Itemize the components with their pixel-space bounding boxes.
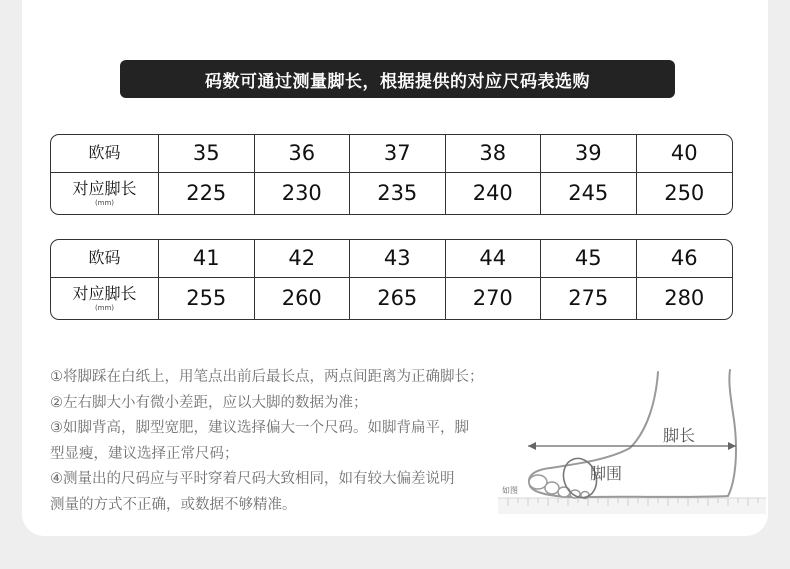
foot-measurement-illustration [498,360,766,518]
eu-size-cell: 44 [446,240,542,278]
eu-size-cell: 38 [446,135,542,173]
note-line: ③如脚背高，脚型宽肥，建议选择偏大一个尺码。如脚背扁平，脚 [50,420,469,436]
eu-size-cell: 37 [350,135,446,173]
eu-size-cell: 35 [159,135,255,173]
diagram-small-label: 如图 [502,486,518,495]
table-row-eu [51,135,732,173]
note-line: 型显瘦，建议选择正常尺码； [50,445,239,462]
eu-size-cell: 36 [255,135,351,173]
eu-size-cell: 42 [255,240,351,278]
foot-length-diagram-label: 脚长 [663,426,696,445]
eu-size-cell: 45 [541,240,637,278]
foot-diagram-icon [498,360,766,518]
eu-size-label: 欧码 [88,143,121,163]
foot-length-cell: 265 [350,278,446,319]
table-row-length [51,278,732,319]
foot-length-cell: 225 [159,173,255,214]
eu-size-cell: 40 [637,135,733,173]
eu-size-cell: 46 [637,240,733,278]
unit-label: (mm) [94,198,115,207]
foot-length-label: 对应脚长 [72,283,137,303]
foot-length-header [51,173,159,214]
eu-size-header [51,240,159,278]
eu-size-cell: 41 [159,240,255,278]
note-line: ①将脚踩在白纸上，用笔点出前后最长点，两点间距离为正确脚长； [50,369,484,385]
foot-length-header [51,278,159,319]
unit-label: (mm) [94,303,115,312]
table-row-eu [51,240,732,278]
foot-length-cell: 280 [664,286,705,311]
eu-size-cell: 43 [350,240,446,278]
eu-size-label: 欧码 [88,248,121,268]
note-line: ④测量出的尺码应与平时穿着尺码大致相同，如有较大偏差说明 [50,471,455,487]
foot-length-cell: 245 [541,173,637,214]
foot-length-cell: 235 [350,173,446,214]
foot-length-cell: 250 [664,181,705,206]
note-line: ②左右脚大小有微小差距，应以大脚的数据为准； [50,394,368,411]
foot-length-cell: 270 [446,278,542,319]
foot-length-cell: 260 [255,278,351,319]
eu-size-cell: 39 [541,135,637,173]
foot-length-cell: 230 [255,173,351,214]
foot-length-label: 对应脚长 [72,178,137,198]
size-table-2 [50,239,733,320]
eu-size-header [51,135,159,173]
measurement-notes [50,365,530,518]
foot-length-cell: 255 [159,278,255,319]
foot-length-cell: 240 [446,173,542,214]
table-row-length [51,173,732,214]
foot-length-cell: 275 [541,278,637,319]
instruction-banner: 码数可通过测量脚长，根据提供的对应尺码表选购 [120,60,675,98]
note-line: 测量的方式不正确，或数据不够精准。 [50,496,297,513]
foot-girth-diagram-label: 脚围 [590,464,623,483]
size-table-1 [50,134,733,215]
